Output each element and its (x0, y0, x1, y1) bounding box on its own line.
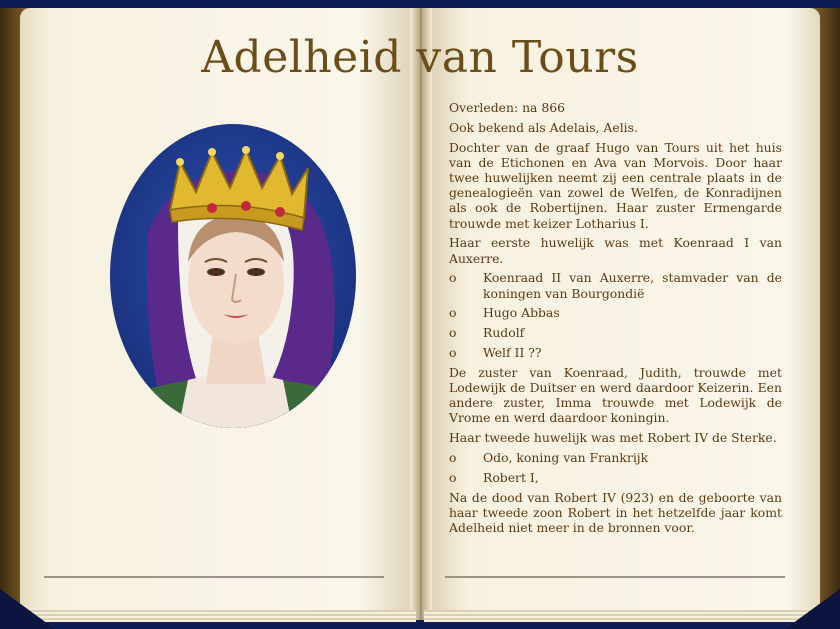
list-item (449, 270, 782, 300)
child-name: Rudolf (483, 325, 525, 341)
footer-rule-right (445, 576, 785, 578)
list-item (449, 305, 782, 320)
parentage-paragraph: Dochter van de graaf Hugo van Tours uit het huis van de Etichonen en Ava van Morvois. Door haar twee huwelijken neemt zij een centrale plaats in de genealogieën van zowel de Welfen, de Konradijnen als ook de Robertijnen. Haar zuster Ermengarde trouwde met keizer Lotharius I. (449, 139, 782, 231)
list-item (449, 325, 782, 340)
child-name: Welf II ?? (483, 345, 542, 360)
book-gutter (410, 8, 432, 620)
child-name: Robert I, (483, 469, 539, 485)
sisters-paragraph: De zuster van Koenraad, Judith, trouwde met Lodewijk de Duitser en werd daardoor Keizerin. Een andere zuster, Imma trouwde met Lodewijk de Vrome en werd daardoor koningin. (449, 364, 782, 426)
child-name: Hugo Abbas (483, 305, 560, 321)
list-item (449, 345, 782, 360)
bullet-marker: o (449, 469, 457, 485)
closing-paragraph: Na de dood van Robert IV (923) en de geboorte van haar tweede zoon Robert in het hetzelfde jaar komt Adelheid niet meer in de bronnen voor. (449, 489, 782, 535)
child-name: Odo, koning van Frankrijk (483, 450, 649, 465)
page-title: Adelheid van Tours (201, 32, 639, 83)
footer-rule-left (44, 576, 384, 578)
list-item (449, 450, 782, 465)
bullet-marker: o (449, 305, 457, 321)
bullet-marker: o (449, 325, 457, 341)
page-edge-right (424, 610, 816, 622)
bullet-marker: o (449, 345, 457, 360)
death-line: Overleden: na 866 (449, 100, 566, 115)
bullet-marker: o (449, 270, 457, 286)
biography-text (449, 100, 782, 540)
bullet-marker: o (449, 450, 457, 465)
portrait-image (108, 122, 358, 430)
portrait-illustration (108, 122, 358, 430)
child-name: Koenraad II van Auxerre, stamvader van de koningen van Bourgondië (483, 270, 782, 301)
aliases-line: Ook bekend als Adelais, Aelis. (449, 119, 638, 135)
second-marriage-line: Haar tweede huwelijk was met Robert IV de Sterke. (449, 430, 777, 446)
cover-corner-right (785, 589, 840, 629)
first-marriage-line: Haar eerste huwelijk was met Koenraad I van Auxerre. (449, 235, 782, 266)
cover-corner-left (0, 589, 55, 629)
page-edge-left (24, 610, 416, 622)
list-item (449, 470, 782, 485)
